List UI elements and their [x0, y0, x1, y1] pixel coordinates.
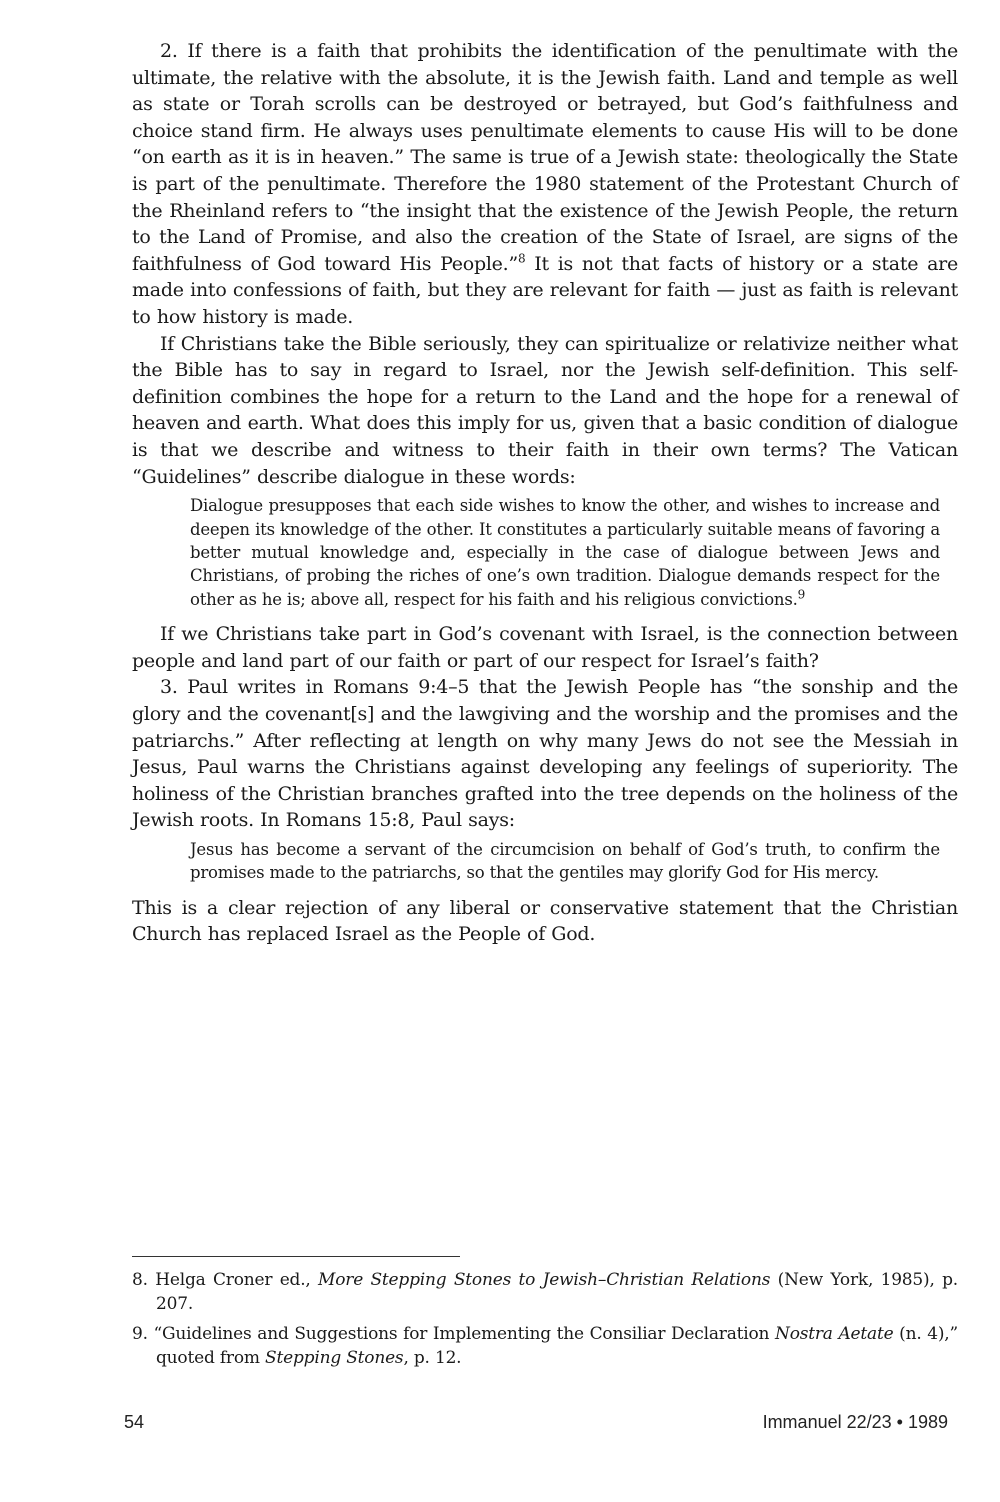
footnote-text: Helga Croner ed., — [155, 1270, 319, 1290]
footnote-ref-8[interactable]: 8 — [517, 251, 526, 266]
page-body — [132, 38, 958, 948]
footnote-text: (New York, 1985), p. 207. — [156, 1270, 958, 1314]
footnote-text: (n. 4),” quoted from — [156, 1324, 958, 1368]
paragraph-conclusion: This is a clear rejection of any liberal or conservative statement that the Christian Church has replaced Israel as the People of God. — [132, 896, 958, 946]
paragraph-section-2 — [132, 38, 958, 331]
footnote-text: “Guidelines and Suggestions for Implementing the Consiliar Declaration — [153, 1324, 776, 1344]
footnote-ref-9[interactable]: 9 — [797, 587, 806, 602]
footnote-title: More Stepping Stones to Jewish–Christian Relations — [318, 1270, 771, 1290]
running-footer: Immanuel 22/23 • 1989 — [762, 1412, 948, 1432]
paragraph-text-continued: It is not that facts of history or a state are made into confessions of faith, but they are relevant for faith — just as faith is relevant to how history is made. — [132, 252, 958, 328]
footnote-title: Nostra Aetate — [775, 1324, 894, 1344]
footnote-text: , p. 12. — [403, 1348, 462, 1368]
footnotes — [132, 1268, 958, 1376]
footnote-number: 8. — [132, 1270, 148, 1290]
footnote-number: 9. — [132, 1324, 148, 1344]
blockquote-romans: Jesus has become a servant of the circumcision on behalf of God’s truth, to confirm the promises made to the patriarchs, so that the gentiles may glorify God for His mercy. — [190, 839, 940, 883]
blockquote-text: Dialogue presupposes that each side wishes to know the other, and wishes to increase and deepen its knowledge of the other. It constitutes a particularly suitable means of favoring a better mutual knowledge and, especially in the case of dialogue between Jews and Christians, of probing the riches of one’s own tradition. Dialogue demands respect for the other as he is; above all, respect for his faith and his religious convictions. — [190, 496, 940, 609]
footnote-divider — [132, 1256, 460, 1257]
paragraph-section-3: 3. Paul writes in Romans 9:4–5 that the Jewish People has “the sonship and the glory and the covenant[s] and the lawgiving and the worship and the promises and the patriarchs.” After reflecting at length on why many Jews do not see the Messiah in Jesus, Paul warns the Christians against developing any feelings of superiority. The holiness of the Christian branches grafted into the tree depends on the holiness of the Jewish roots. In Romans 15:8, Paul says: — [132, 676, 958, 832]
page-number: 54 — [124, 1412, 145, 1432]
footnote-title: Stepping Stones — [265, 1348, 404, 1368]
footnote-8 — [132, 1268, 958, 1316]
paragraph-bible: If Christians take the Bible seriously, they can spiritualize or relativize neither what the Bible has to say in regard to Israel, nor the Jewish self-definition. This self-definition combines the hope for a return to the Land and the hope for a renewal of heaven and earth. What does this imply for us, given that a basic condition of dialogue is that we describe and witness to their faith in their own terms? The Vatican “Guidelines” describe dialogue in these words: — [132, 332, 958, 488]
footnote-9 — [132, 1322, 958, 1370]
paragraph-text: 2. If there is a faith that prohibits the identification of the penultimate with the ultimate, the relative with the absolute, it is the Jewish faith. Land and temple as well as state or Torah scrolls can be destroyed or betrayed, but God’s faithfulness and choice stand firm. He always uses penultimate elements to cause His will to be done “on earth as it is in heaven.” The same is true of a Jewish state: theologically the State is part of the penultimate. Therefore the 1980 statement of the Protestant Church of the Rheinland refers to “the insight that the existence of the Jewish People, the return to the Land of Promise, and also the creation of the State of Israel, are signs of the faithfulness of God toward His People.” — [132, 40, 958, 275]
blockquote-vatican-guidelines — [190, 494, 940, 611]
paragraph-covenant-question: If we Christians take part in God’s covenant with Israel, is the connection between people and land part of our faith or part of our respect for Israel’s faith? — [132, 623, 958, 672]
